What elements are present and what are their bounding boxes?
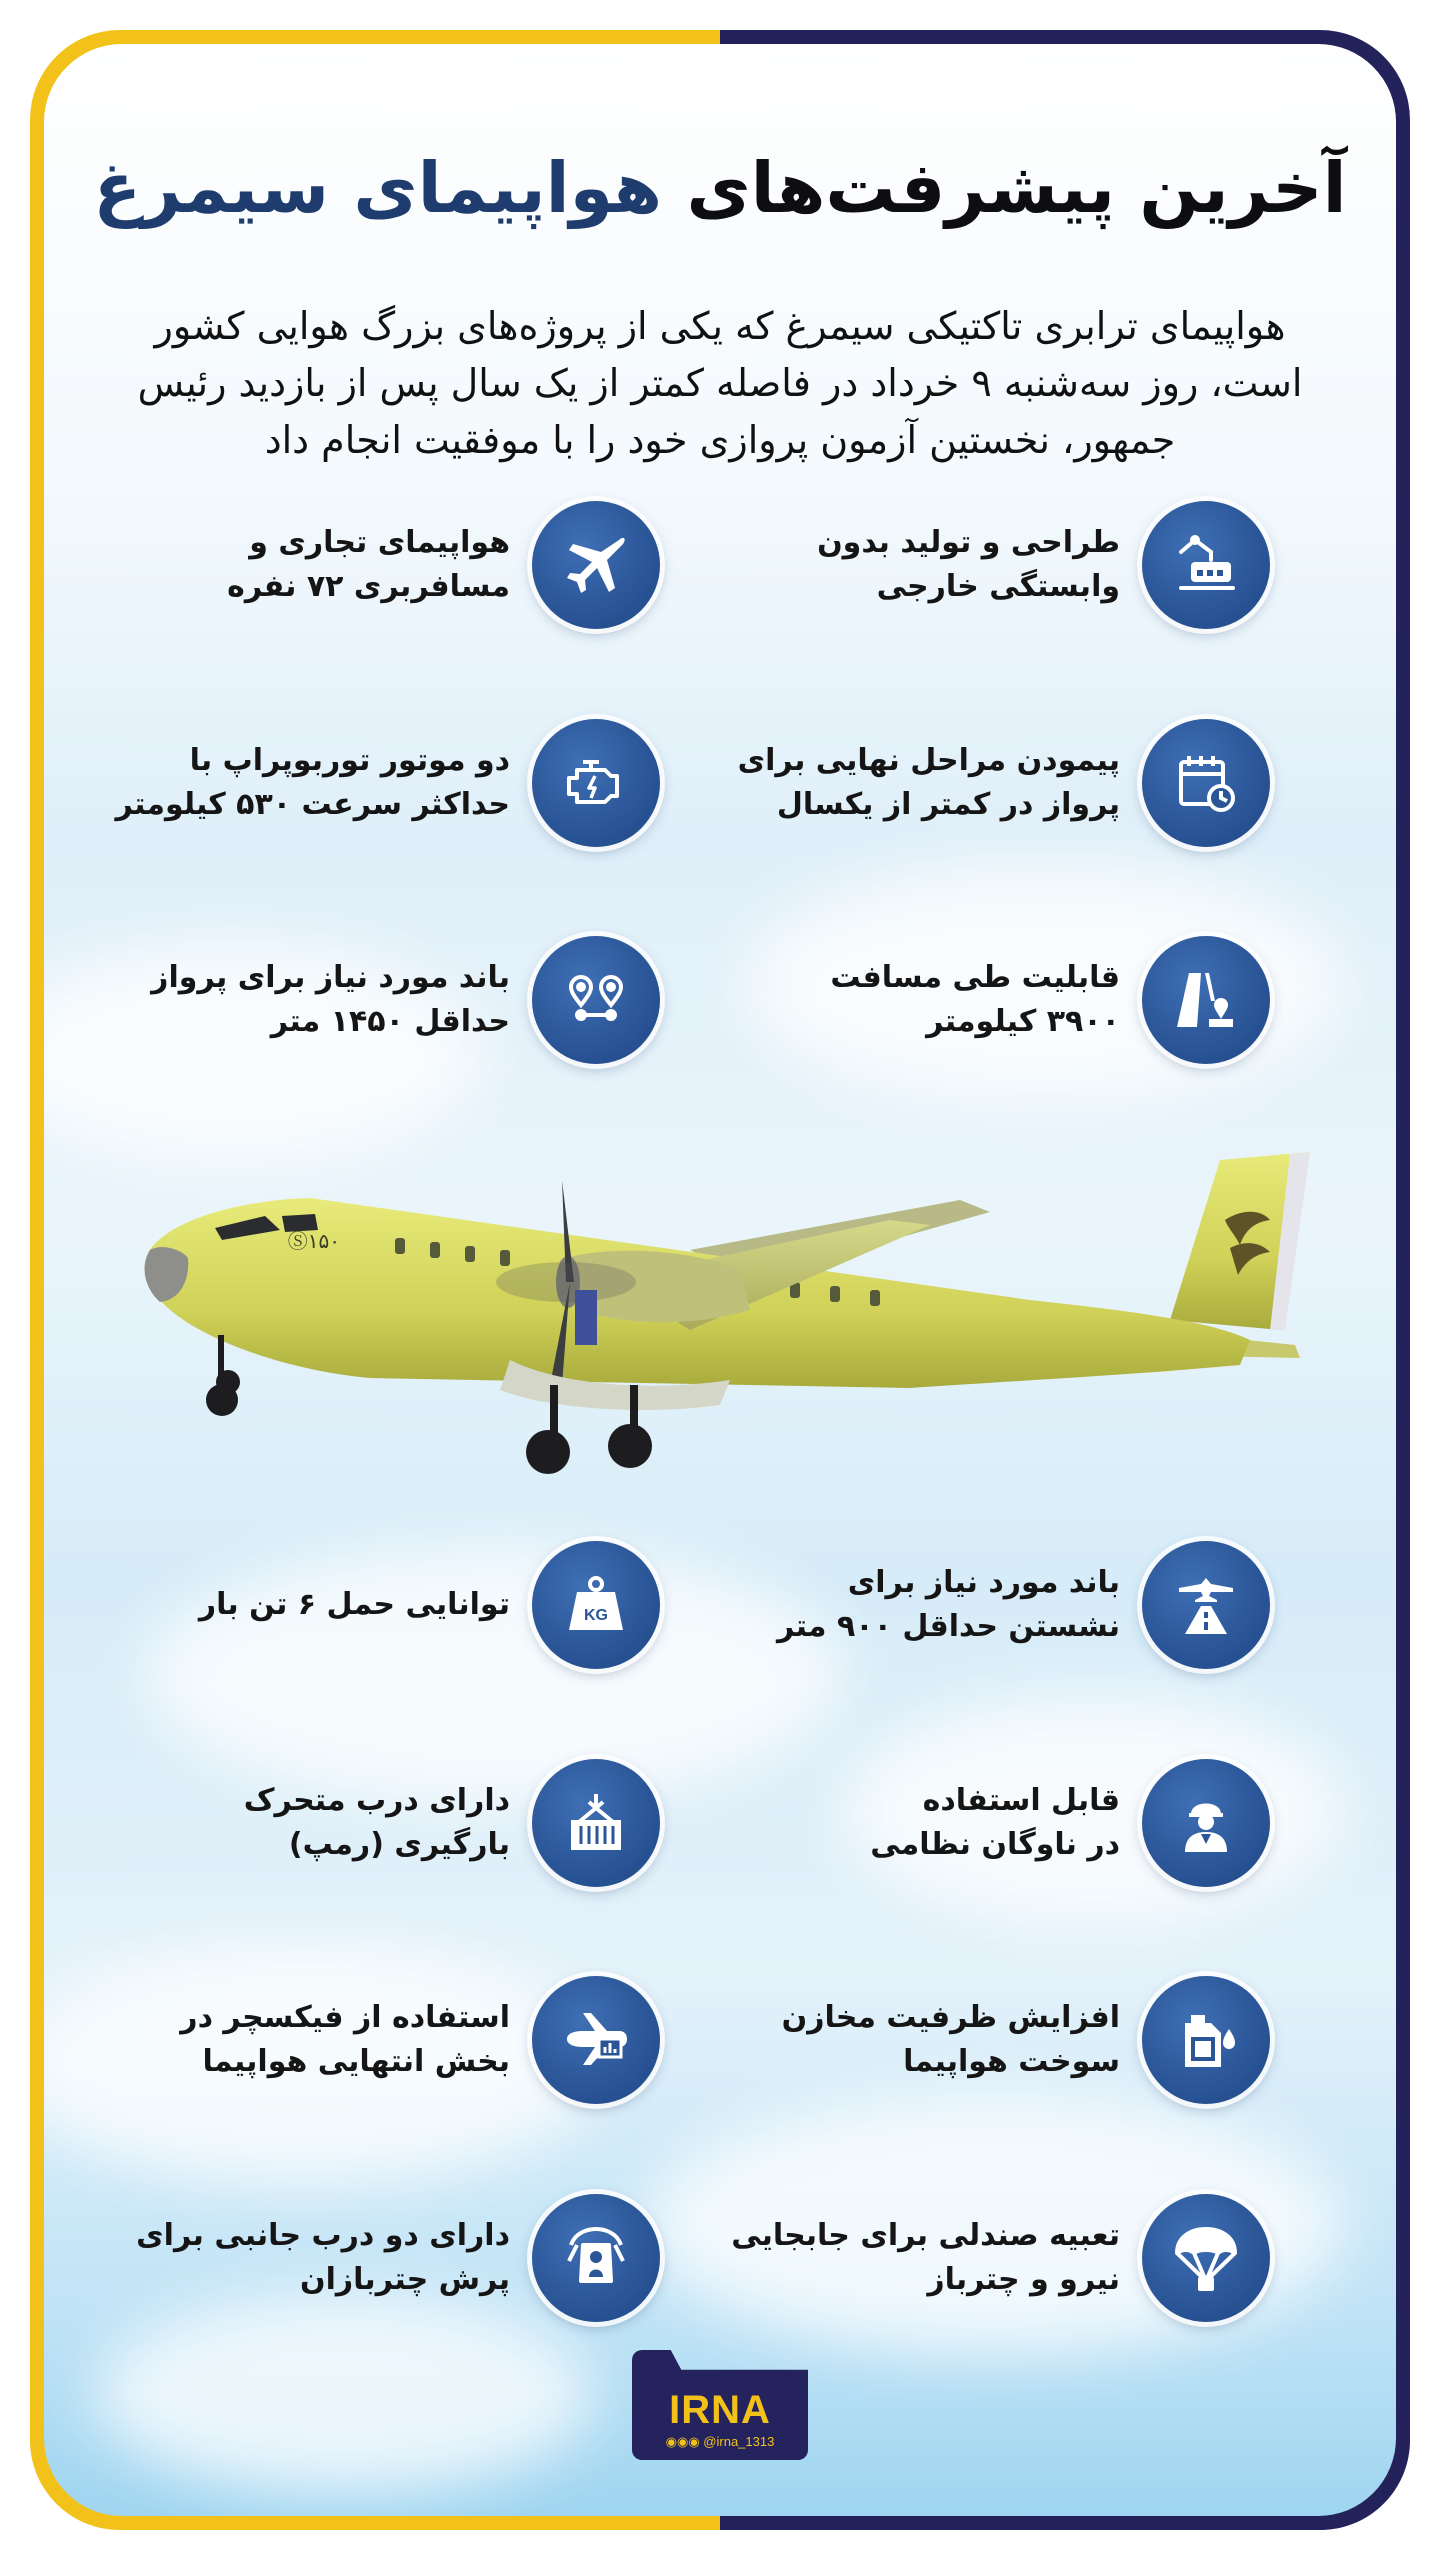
airplane-icon [532,501,660,629]
feature-takeoff-runway [60,935,660,1065]
fuel-can-icon [1142,1976,1270,2104]
soldier-icon [1142,1759,1270,1887]
feature-text-line1: دارای درب متحرک [243,1783,510,1818]
page-title [0,147,1440,229]
feature-ramp [60,1758,660,1888]
feature-fixture [60,1975,660,2105]
feature-text-line2: پرواز در کمتر از یکسال [776,787,1120,822]
feature-range [670,935,1270,1065]
feature-text-line2: نشستن حداقل ۹۰۰ متر [777,1609,1120,1644]
feature-text-line2: مسافربری ۷۲ نفره [227,569,510,604]
feature-side-doors [60,2193,660,2323]
feature-text-line1: افزایش ظرفیت مخازن [781,2000,1120,2035]
feature-text-line2: حداکثر سرعت ۵۳۰ کیلومتر [115,787,510,822]
feature-text-line1: باند مورد نیاز برای پرواز [151,960,510,995]
feature-text-line1: استفاده از فیکسچر در [180,2000,510,2035]
engine-icon [532,719,660,847]
weight-kg-icon [532,1541,660,1669]
road-map-icon [1142,936,1270,1064]
feature-text-line2: وابستگی خارجی [876,569,1120,604]
feature-text-line1: تعبیه صندلی برای جابجایی [731,2218,1120,2253]
feature-text-line1: قابلیت طی مسافت [830,960,1120,995]
feature-text-line2: سوخت هواپیما [903,2044,1120,2079]
two-pins-icon [532,936,660,1064]
feature-text-line1: قابل استفاده [922,1783,1120,1818]
feature-text-line1: باند مورد نیاز برای [847,1565,1120,1600]
feature-engines [60,718,660,848]
feature-text-line2: بخش انتهایی هواپیما [202,2044,510,2079]
feature-fuel [670,1975,1270,2105]
feature-landing-runway [670,1540,1270,1670]
feature-text-line2: حداقل ۱۴۵۰ متر [270,1004,510,1039]
feature-military [670,1758,1270,1888]
feature-text-line1: دو موتور توربوپراپ با [189,743,510,778]
feature-text-line2: پرش چتربازان [300,2262,510,2297]
feature-text-line2: بارگیری (رمپ) [288,1827,510,1862]
feature-text-line1: دارای دو درب جانبی برای [136,2218,510,2253]
feature-design [670,500,1270,630]
feature-text-line2: در ناوگان نظامی [870,1827,1120,1862]
feature-text-line1: هواپیمای تجاری و [249,525,510,560]
simorgh-airplane-image [130,1130,1330,1510]
feature-text-line1: طراحی و تولید بدون [817,525,1120,560]
parachute-icon [1142,2194,1270,2322]
feature-text-line2: نیرو و چترباز [927,2262,1120,2297]
intro-paragraph: هواپیمای ترابری تاکتیکی سیمرغ که یکی از پروژه‌های بزرگ هوایی کشور است، روز سه‌شنبه ۹ خرداد در فاصله کمتر از یک سال پس از بازدید رئیس جمهور، نخستین آزمون پروازی خود را با موفقیت انجام داد [137,304,1303,462]
parachutist-icon [532,2194,660,2322]
feature-timeline [670,718,1270,848]
irna-logo-text: IRNA [669,2388,771,2432]
robot-arm-icon [1142,501,1270,629]
plane-fixture-icon [532,1976,660,2104]
svg-text:Ⓢ۱۵۰: Ⓢ۱۵۰ [287,1229,340,1253]
runway-landing-icon [1142,1541,1270,1669]
svg-text:KG: KG [584,1607,608,1624]
cargo-crane-icon [532,1759,660,1887]
irna-social-handle: ◉◉◉ @irna_1313 [665,2434,775,2449]
feature-text-line1: توانایی حمل ۶ تن بار [198,1587,510,1622]
title-part1: آخرین پیشرفت‌های [662,147,1347,229]
feature-seats [670,2193,1270,2323]
feature-text-line1: پیمودن مراحل نهایی برای [737,743,1120,778]
feature-text-line2: ۳۹۰۰ کیلومتر [926,1004,1120,1039]
calendar-clock-icon [1142,719,1270,847]
title-accent: هواپیمای سیمرغ [93,147,663,229]
feature-passengers [60,500,660,630]
feature-cargo [60,1540,660,1670]
